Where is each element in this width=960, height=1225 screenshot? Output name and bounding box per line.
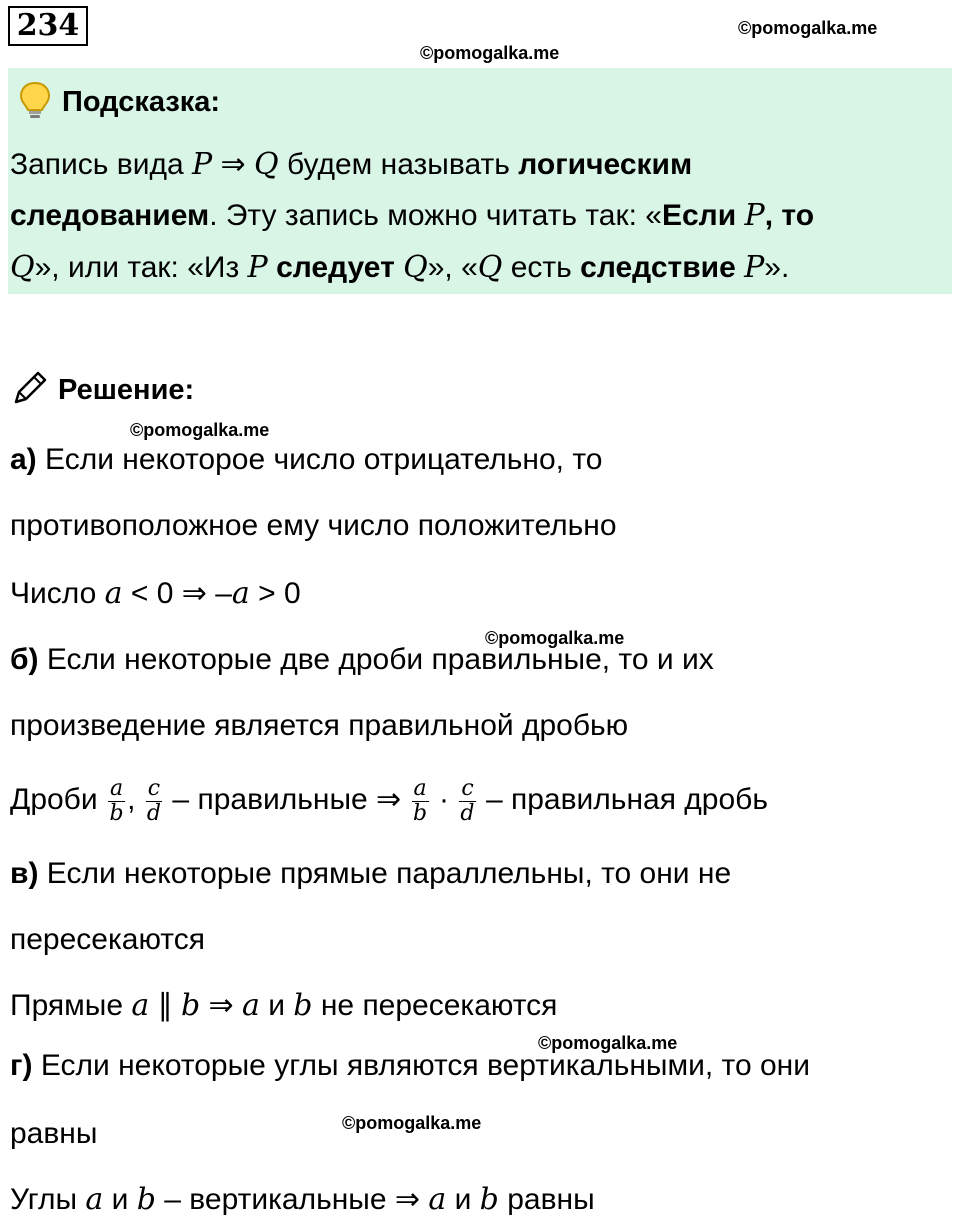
solution-a-line-1: а) Если некоторое число отрицательно, то	[10, 443, 603, 476]
solution-c-line-2: пересекаются	[10, 923, 205, 956]
watermark: ©pomogalka.me	[485, 628, 625, 648]
solution-a-line-2: противоположное ему число положительно	[10, 509, 617, 542]
watermark: ©pomogalka.me	[738, 18, 878, 38]
solution-b-math: Дроби $\frac{a}{b}$ , $\frac{c}{d}$ – правильные ⇒ $\frac{a}{b}$ · $\frac{c}{d}$ – правильная дробь	[10, 775, 768, 826]
solution-a-math: Число a < 0 ⇒ –a > 0	[10, 576, 301, 611]
watermark: ©pomogalka.me	[130, 420, 270, 440]
fraction-a-b: $\frac{a}{b}$	[109, 775, 124, 826]
hint-line-1: Запись вида P ⇒ Q будем называть логическим	[10, 147, 693, 182]
solution-c-math: Прямые a ∥ b ⇒ a и b не пересекаются	[10, 988, 558, 1023]
solution-b-line-2: произведение является правильной дробью	[10, 709, 629, 742]
fraction-c-d: $\frac{c}{d}$	[146, 775, 161, 826]
lightbulb-icon	[18, 80, 52, 125]
solution-d-line-1: г) Если некоторые углы являются вертикальными, то они	[10, 1049, 810, 1082]
hint-line-3: Q», или так: «Из P следует Q», «Q есть следствие P».	[10, 250, 790, 285]
watermark: ©pomogalka.me	[420, 43, 560, 63]
solution-d-line-2: равны	[10, 1117, 98, 1150]
hint-line-2: следованием. Эту запись можно читать так: «Если P, то	[10, 198, 815, 233]
solution-b-line-1: б) Если некоторые две дроби правильные, то и их	[10, 643, 714, 676]
task-number: 234	[8, 6, 88, 46]
pencil-icon	[10, 368, 50, 413]
hint-title: Подсказка:	[62, 86, 221, 118]
watermark: ©pomogalka.me	[342, 1113, 482, 1133]
solution-d-math: Углы a и b – вертикальные ⇒ a и b равны	[10, 1182, 595, 1217]
fraction-a-b: $\frac{a}{b}$	[413, 775, 428, 826]
watermark: ©pomogalka.me	[538, 1033, 678, 1053]
fraction-c-d: $\frac{c}{d}$	[460, 775, 475, 826]
solution-title: Решение:	[58, 374, 195, 406]
solution-header	[10, 368, 194, 413]
solution-c-line-1: в) Если некоторые прямые параллельны, то они не	[10, 857, 732, 890]
hint-header	[18, 80, 220, 125]
